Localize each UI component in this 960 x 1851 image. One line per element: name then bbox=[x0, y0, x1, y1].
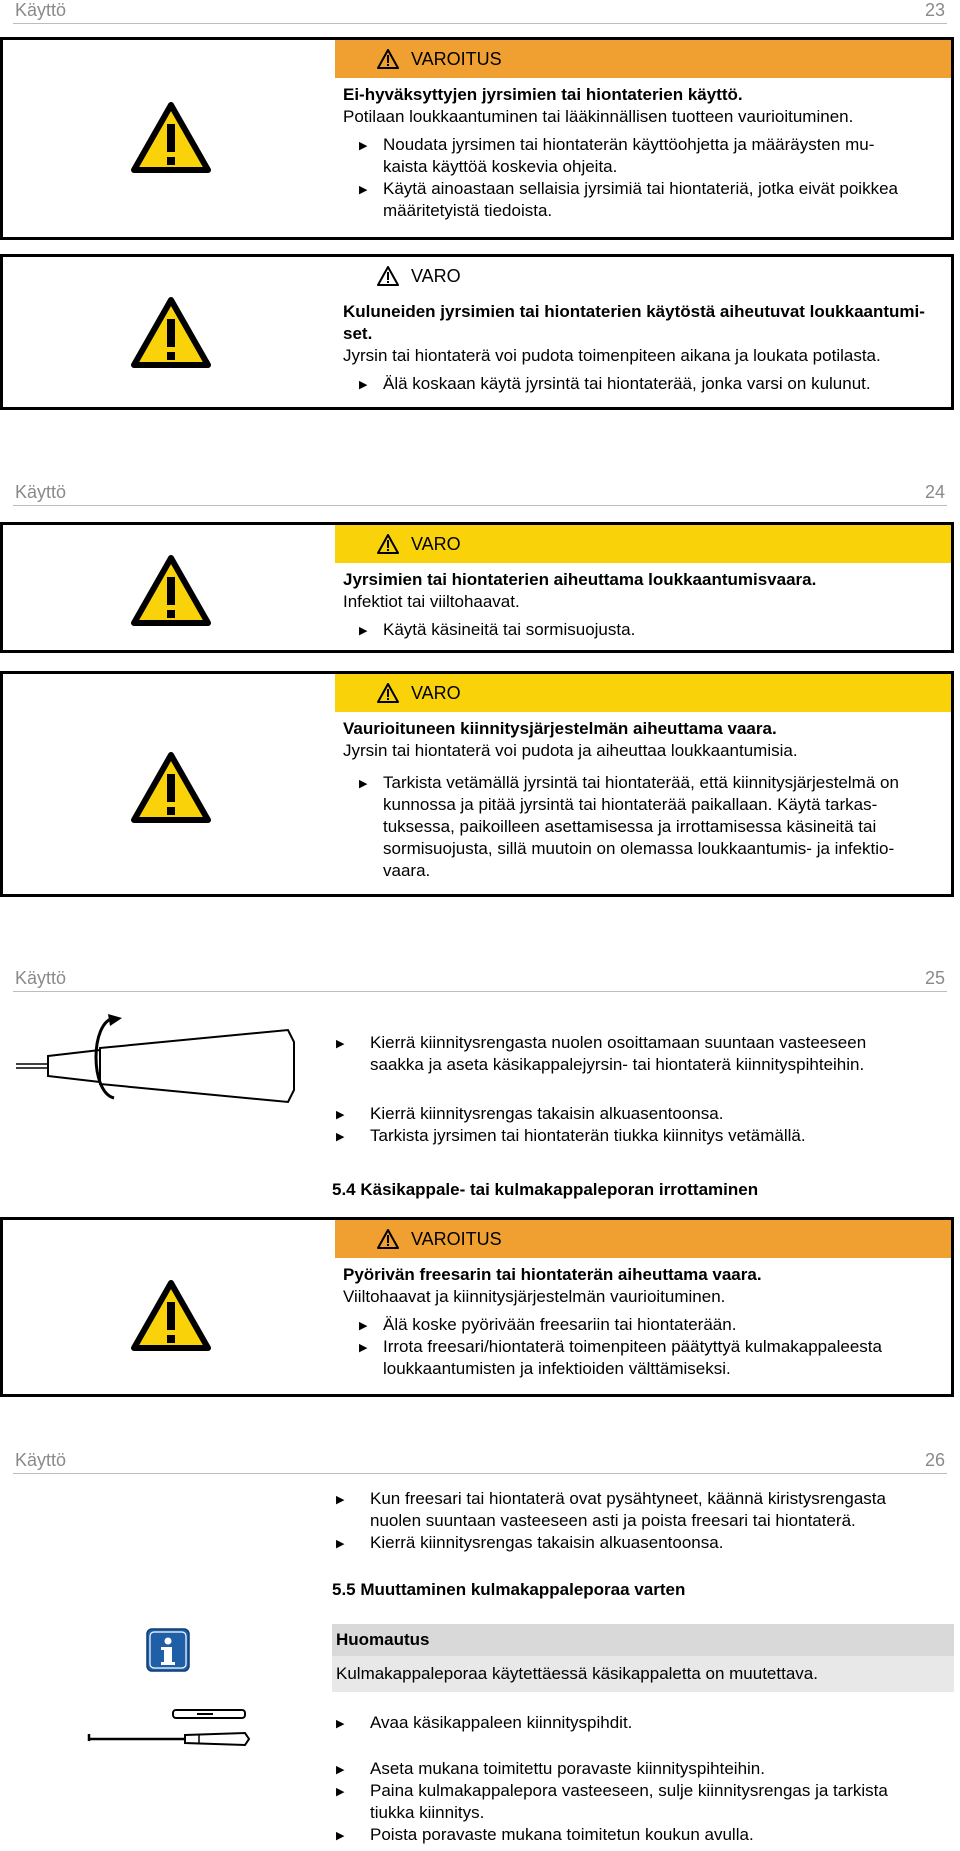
caution-label: VARO bbox=[411, 533, 461, 554]
caution-title: Jyrsimien tai hiontaterien aiheuttama loukkaantumisvaara. bbox=[343, 570, 817, 589]
warning-icon bbox=[377, 266, 399, 286]
line: ▶ Irrota freesari/hiontaterä toimenpiteen päätyttyä kulmakappaleesta bbox=[383, 1337, 882, 1356]
line: tuksessa, paikoilleen asettamisessa ja irrottamisessa käsineitä tai bbox=[383, 817, 877, 836]
line: ▶ Tarkista vetämällä jyrsintä tai hiontaterää, että kiinnitysjärjestelmä on bbox=[383, 773, 899, 792]
warning-label: VAROITUS bbox=[411, 1228, 502, 1249]
section-title: Käyttö bbox=[15, 968, 67, 988]
warning-triangle-icon bbox=[131, 297, 211, 369]
line: loukkaantumisten ja infektioiden välttämiseksi. bbox=[383, 1359, 731, 1378]
line: sormisuojusta, sillä muutoin on olemassa loukkaantumis- ja infektio- bbox=[383, 839, 895, 858]
instruction: ▶ Avaa käsikappaleen kiinnityspihdit. bbox=[332, 1712, 950, 1734]
line: nuolen suuntaan vasteeseen asti ja poista freesari tai hiontaterä. bbox=[370, 1511, 856, 1530]
warning-title: Pyörivän freesarin tai hiontaterän aiheuttama vaara. bbox=[343, 1265, 762, 1284]
warning-icon bbox=[377, 683, 399, 703]
warning-title: Ei-hyväksyttyjen jyrsimien tai hiontaterien käyttö. bbox=[343, 85, 743, 104]
instruction: ▶ Aseta mukana toimitettu poravaste kiinnityspihteihin. bbox=[332, 1758, 950, 1780]
caution-box bbox=[0, 522, 954, 653]
instruction bbox=[332, 1032, 950, 1076]
caution-label: VARO bbox=[411, 265, 461, 286]
note-title: Huomautus bbox=[336, 1630, 430, 1649]
caution-instruction: ▶ Älä koskaan käytä jyrsintä tai hiontaterää, jonka varsi on kulunut. bbox=[343, 373, 941, 395]
caution-text: Jyrsin tai hiontaterä voi pudota ja aiheuttaa loukkaantumisia. bbox=[343, 741, 798, 760]
caution-banner bbox=[335, 257, 951, 295]
page-number: 25 bbox=[924, 968, 945, 988]
line: määritetyistä tiedoista. bbox=[383, 201, 553, 220]
line: vaara. bbox=[383, 861, 431, 880]
caution-box bbox=[0, 254, 954, 410]
page-number: 24 bbox=[924, 482, 945, 502]
page-number: 23 bbox=[924, 0, 945, 20]
line: tiukka kiinnitys. bbox=[370, 1803, 485, 1822]
warning-triangle-icon bbox=[131, 102, 211, 174]
caution-instruction bbox=[343, 772, 941, 882]
warning-icon bbox=[377, 1229, 399, 1249]
warning-instruction bbox=[343, 134, 941, 178]
caution-body bbox=[343, 718, 941, 882]
warning-box bbox=[0, 37, 954, 240]
caution-title: Kuluneiden jyrsimien tai hiontaterien käytöstä aiheutuvat loukkaantumi- bbox=[343, 302, 925, 321]
page-number: 26 bbox=[924, 1450, 945, 1470]
caution-box bbox=[0, 671, 954, 897]
warning-triangle-icon bbox=[131, 555, 211, 627]
warning-instruction: ▶ Älä koske pyörivään freesariin tai hiontaterään. bbox=[343, 1314, 941, 1336]
warning-icon bbox=[377, 49, 399, 69]
instruction-list bbox=[332, 1032, 950, 1076]
section-title: Käyttö bbox=[15, 482, 67, 502]
caution-body bbox=[343, 301, 941, 395]
caution-instruction: ▶ Käytä käsineitä tai sormisuojusta. bbox=[343, 619, 941, 641]
instruction bbox=[332, 1488, 950, 1532]
instruction: ▶ Poista poravaste mukana toimitetun koukun avulla. bbox=[332, 1824, 950, 1846]
line: ▶ Kun freesari tai hiontaterä ovat pysähtyneet, käännä kiristysrengasta bbox=[370, 1489, 886, 1508]
line: ▶ Käytä ainoastaan sellaisia jyrsimiä tai hiontateriä, jotka eivät poikkea bbox=[383, 179, 898, 198]
warning-text: Viiltohaavat ja kiinnitysjärjestelmän vaurioituminen. bbox=[343, 1287, 726, 1306]
caution-banner bbox=[335, 525, 951, 563]
handpiece-illustration bbox=[10, 1012, 300, 1104]
warning-body bbox=[343, 1264, 941, 1380]
page-header bbox=[13, 1450, 947, 1474]
instruction-list bbox=[332, 1712, 950, 1734]
caution-title: Vaurioituneen kiinnitysjärjestelmän aiheuttama vaara. bbox=[343, 719, 777, 738]
instruction-list bbox=[332, 1758, 950, 1846]
line: kunnossa ja pitää jyrsintä tai hiontaterää paikallaan. Käytä tarkas- bbox=[383, 795, 878, 814]
instruction: ▶ Kierrä kiinnitysrengas takaisin alkuasentoonsa. bbox=[332, 1103, 950, 1125]
instruction-list bbox=[332, 1103, 950, 1147]
instruction-list bbox=[332, 1488, 950, 1554]
section-title: Käyttö bbox=[15, 1450, 67, 1470]
line: ▶ Paina kulmakappalepora vasteeseen, sulje kiinnitysrengas ja tarkista bbox=[370, 1781, 888, 1800]
clamp-tool-illustration bbox=[85, 1708, 255, 1750]
line: saakka ja aseta käsikappalejyrsin- tai hiontaterä kiinnityspihteihin. bbox=[370, 1055, 865, 1074]
info-icon bbox=[146, 1628, 190, 1672]
warning-banner bbox=[335, 1220, 951, 1258]
warning-triangle-icon bbox=[131, 752, 211, 824]
warning-triangle-icon bbox=[131, 1280, 211, 1352]
caution-title: set. bbox=[343, 324, 373, 343]
warning-instruction bbox=[343, 1336, 941, 1380]
warning-banner bbox=[335, 40, 951, 78]
section-heading: 5.5 Muuttaminen kulmakappaleporaa varten bbox=[332, 1580, 686, 1599]
page-header bbox=[13, 0, 947, 24]
warning-box bbox=[0, 1217, 954, 1397]
caution-text: Infektiot tai viiltohaavat. bbox=[343, 592, 520, 611]
warning-icon bbox=[377, 534, 399, 554]
instruction bbox=[332, 1780, 950, 1824]
note-box bbox=[332, 1624, 954, 1692]
warning-instruction bbox=[343, 178, 941, 222]
caution-text: Jyrsin tai hiontaterä voi pudota toimenpiteen aikana ja loukata potilasta. bbox=[343, 346, 881, 365]
caution-banner bbox=[335, 674, 951, 712]
caution-label: VARO bbox=[411, 682, 461, 703]
line: ▶ Kierrä kiinnitysrengasta nuolen osoittamaan suuntaan vasteeseen bbox=[370, 1033, 867, 1052]
instruction: ▶ Kierrä kiinnitysrengas takaisin alkuasentoonsa. bbox=[332, 1532, 950, 1554]
line: kaista käyttöä koskevia ohjeita. bbox=[383, 157, 618, 176]
warning-label: VAROITUS bbox=[411, 48, 502, 69]
caution-body bbox=[343, 569, 941, 641]
warning-text: Potilaan loukkaantuminen tai lääkinnällisen tuotteen vaurioituminen. bbox=[343, 107, 854, 126]
page-header bbox=[13, 968, 947, 992]
line: ▶ Noudata jyrsimen tai hiontaterän käyttöohjetta ja määräysten mu- bbox=[383, 135, 875, 154]
page-header bbox=[13, 482, 947, 506]
note-text: Kulmakappaleporaa käytettäessä käsikappaletta on muutettava. bbox=[332, 1656, 954, 1692]
warning-body bbox=[343, 84, 941, 222]
section-heading: 5.4 Käsikappale- tai kulmakappaleporan irrottaminen bbox=[332, 1180, 759, 1199]
instruction: ▶ Tarkista jyrsimen tai hiontaterän tiukka kiinnitys vetämällä. bbox=[332, 1125, 950, 1147]
section-title: Käyttö bbox=[15, 0, 67, 20]
